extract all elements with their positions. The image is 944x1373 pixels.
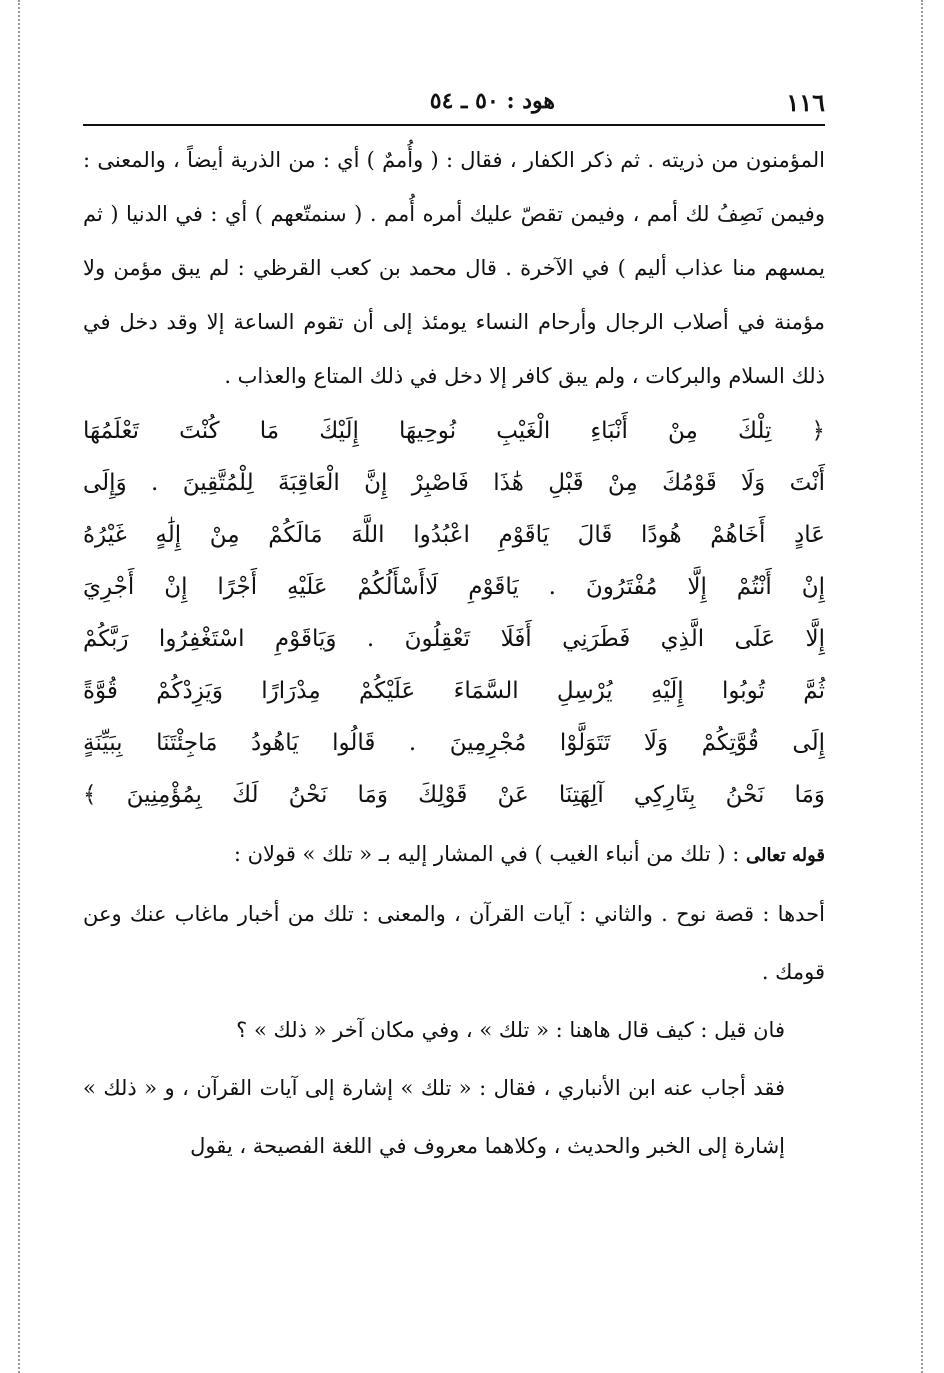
quran-line: أَنْتَ وَلَا قَوْمُكَ مِنْ قَبْلِ هَٰذَا فَاصْبِرْ إِنَّ الْعَاقِبَةَ لِلْمُتَّقِينَ . وَإِلَى: [83, 470, 825, 496]
commentary-paragraph-4: فقد أجاب عنه ابن الأنباري ، فقال : « تلك » إشارة إلى آيات القرآن ، و « ذلك » إشارة إلى الخبر والحديث ، وكلاهما معروف في اللغة الفصيحة ، يقول: [83, 1076, 785, 1158]
quran-verses: [83, 405, 825, 821]
page-number: ١١٦: [786, 88, 825, 117]
quran-line: إِلَى قُوَّتِكُمْ وَلَا تَتَوَلَّوْا مُجْرِمِينَ . قَالُوا يَاهُودُ مَاجِئْتَنَا بِبَيِّنَةٍ: [83, 730, 825, 756]
opening-paragraph: المؤمنون من ذريته . ثم ذكر الكفار ، فقال : ( وأُممٌ ) أي : من الذرية أيضاً ، والمعنى : وفيمن نَصِفُ لك أمم ، وفيمن تقصّ عليك أمره أُمم . ( سنمتّعهم ) أي : في الدنيا ( ثم يمسهم منا عذاب أليم ) في الآخرة . قال محمد بن كعب القرظي : لم يبق مؤمن ولا مؤمنة في أصلاب الرجال وأرحام النساء يومئذ إلى أن تقوم الساعة إلا وقد دخل في ذلك السلام والبركات ، ولم يبق كافر إلا دخل في ذلك المتاع والعذاب .: [83, 148, 825, 388]
quran-line: إِنْ أَنْتُمْ إِلَّا مُفْتَرُونَ . يَاقَوْمِ لَاأَسْأَلُكُمْ عَلَيْهِ أَجْرًا إِنْ أَجْرِيَ: [83, 574, 825, 600]
right-dotted-border: [921, 0, 923, 1373]
quran-line: وَمَا نَحْنُ بِتَارِكِي آلِهَتِنَا عَنْ قَوْلِكَ وَمَا نَحْنُ لَكَ بِمُؤْمِنِينَ ﴾: [83, 782, 825, 808]
commentary-paragraph-1: [83, 825, 825, 885]
page-body: [83, 133, 825, 1175]
commentary-text: : ( تلك من أنباء الغيب ) في المشار إليه بـ « تلك » قولان :: [233, 842, 740, 866]
quran-line: إِلَّا عَلَى الَّذِي فَطَرَنِي أَفَلَا تَعْقِلُونَ . وَيَاقَوْمِ اسْتَغْفِرُوا رَبَّكُمْ: [83, 626, 825, 652]
quran-line: ثُمَّ تُوبُوا إِلَيْهِ يُرْسِلِ السَّمَاءَ عَلَيْكُمْ مِدْرَارًا وَيَزِدْكُمْ قُوَّةً: [83, 678, 825, 704]
commentary-paragraph-3: فان قيل : كيف قال هاهنا : « تلك » ، وفي مكان آخر « ذلك » ؟: [236, 1018, 785, 1042]
page-header: [83, 84, 825, 124]
running-title: هود : ٥٠ ـ ٥٤: [429, 88, 555, 114]
quran-line: عَادٍ أَخَاهُمْ هُودًا قَالَ يَاقَوْمِ اعْبُدُوا اللَّهَ مَالَكُمْ مِنْ إِلَٰهٍ غَيْرُهُ: [83, 522, 825, 548]
quran-line: ﴿ تِلْكَ مِنْ أَنْبَاءِ الْغَيْبِ نُوحِيهَا إِلَيْكَ مَا كُنْتَ تَعْلَمُهَا: [83, 418, 825, 444]
commentary-paragraph-2: أحدها : قصة نوح . والثاني : آيات القرآن ، والمعنى : تلك من أخبار ماغاب عنك وعن قومك .: [83, 902, 825, 984]
header-rule: [83, 124, 825, 126]
left-dotted-border: [18, 0, 20, 1373]
commentary-lead: قوله تعالى: [746, 845, 825, 866]
